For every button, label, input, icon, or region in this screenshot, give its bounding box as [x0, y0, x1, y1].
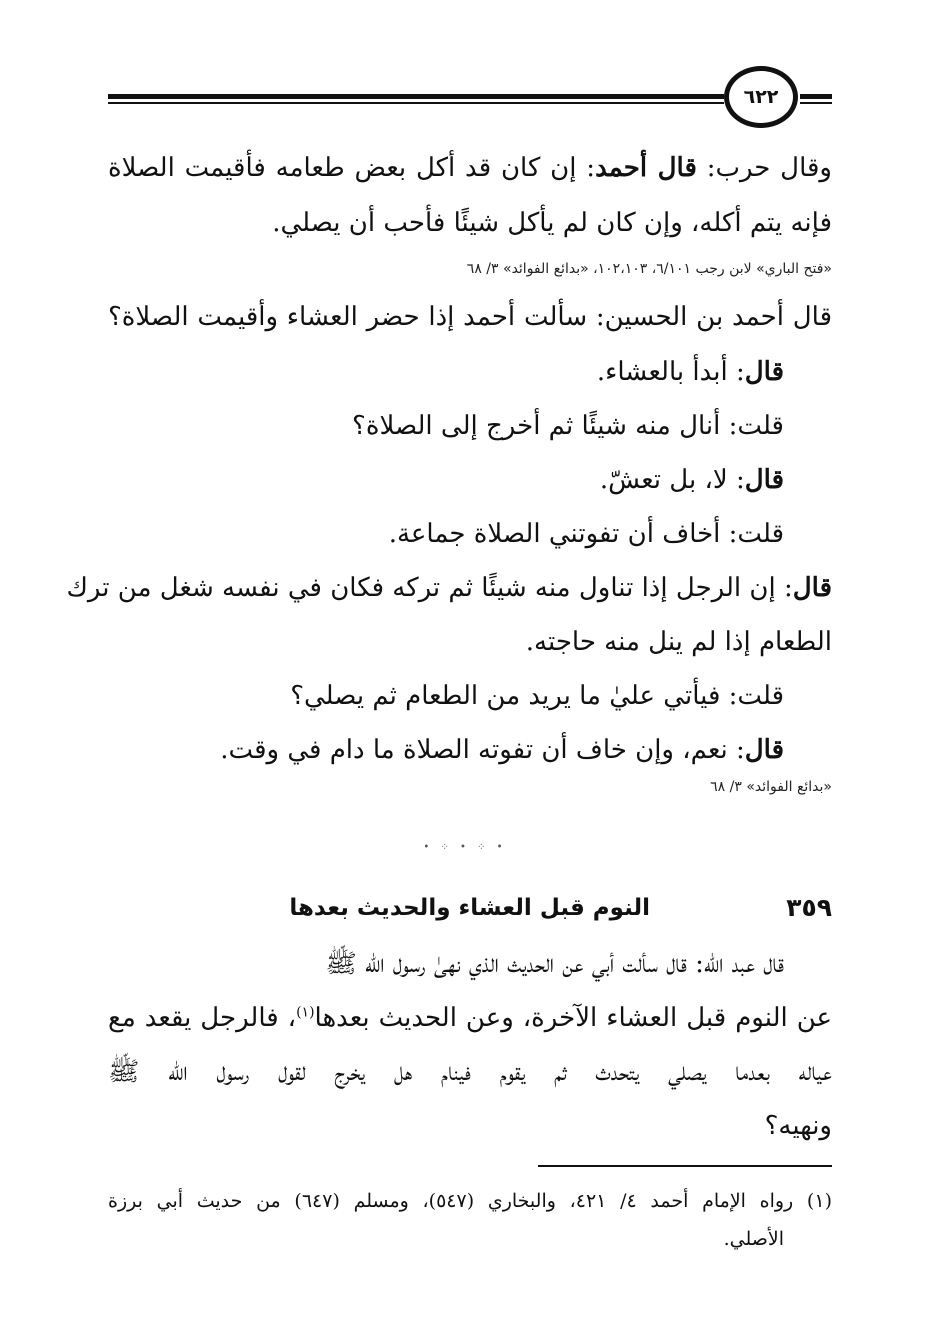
dialogue-line	[66, 568, 832, 608]
dialogue-line	[597, 352, 784, 392]
dialogue-line: قلت: فيأتي عليٰ ما يريد من الطعام ثم يصلي؟	[290, 681, 784, 711]
paragraph-line: قال عبد الله: قال سألت أبي عن الحديث الذي نهىٰ رسول الله ﷺ	[325, 949, 784, 979]
header-rule-right-thin	[800, 102, 832, 104]
paragraph-line: ونهيه؟	[764, 1111, 832, 1141]
header-rule-right-thick	[800, 94, 832, 99]
header-rule-thick	[108, 94, 724, 99]
paragraph-text: عن النوم قبل العشاء الآخرة، وعن الحديث بعدها	[314, 1003, 832, 1033]
section-number: ٣٥٩	[786, 893, 832, 922]
answer-text: : نعم، وإن خاف أن تفوته الصلاة ما دام في وقت.	[220, 735, 745, 765]
paragraph-text: ، فالرجل يقعد مع	[108, 1003, 297, 1033]
dialogue-line	[220, 730, 784, 770]
bold-speaker: قال	[744, 357, 784, 387]
section-title: النوم قبل العشاء والحديث بعدها	[289, 895, 650, 921]
ornament-divider: • ⁘ • ⁘ •	[423, 842, 507, 853]
paragraph-line: قال أحمد بن الحسين: سألت أحمد إذا حضر العشاء وأقيمت الصلاة؟	[108, 302, 832, 332]
header-rule-thin	[108, 102, 724, 104]
bold-speaker: قال	[744, 465, 784, 495]
footnote-reference[interactable]: (١)	[296, 1004, 315, 1021]
answer-text: : أبدأ بالعشاء.	[596, 357, 745, 387]
bold-speaker: قال أحمد	[595, 153, 697, 183]
bold-speaker: قال	[744, 735, 784, 765]
paragraph-line	[108, 998, 832, 1038]
bold-speaker: قال	[792, 573, 832, 603]
answer-text: : إن الرجل إذا تناول منه شيئًا ثم تركه فكان في نفسه شغل من ترك	[66, 573, 793, 603]
page-number-badge	[724, 66, 798, 128]
speaker-text: وقال حرب:	[696, 153, 832, 183]
answer-text: : لا، بل تعشّ.	[599, 465, 745, 495]
page-number: ٦٢٢	[743, 86, 779, 108]
paragraph-line: فإنه يتم أكله، وإن كان لم يأكل شيئًا فأحب أن يصلي.	[272, 208, 832, 238]
statement-text: : إن كان قد أكل بعض طعامه فأقيمت الصلاة	[108, 153, 596, 183]
dialogue-line: الطعام إذا لم ينل منه حاجته.	[525, 627, 832, 657]
dialogue-line: قلت: أخاف أن تفوتني الصلاة جماعة.	[388, 519, 784, 549]
source-citation: «بدائع الفوائد» ٣/ ٦٨	[710, 779, 832, 795]
footnote-line: الأصلي.	[723, 1228, 784, 1250]
footnote-rule	[538, 1165, 832, 1167]
source-citation: «فتح الباري» لابن رجب ٦/١٠١، ١٠٢،١٠٣، «بدائع الفوائد» ٣/ ٦٨	[466, 261, 832, 277]
dialogue-line	[600, 460, 784, 500]
paragraph-line	[108, 148, 832, 188]
dialogue-line: قلت: أنال منه شيئًا ثم أخرج إلى الصلاة؟	[352, 411, 784, 441]
footnote-line: (١) رواه الإمام أحمد ٤/ ٤٢١، والبخاري (٥٤٧)، ومسلم (٦٤٧) من حديث أبي برزة	[108, 1190, 832, 1212]
paragraph-line: عياله بعدما يصلي يتحدث ثم يقوم فينام هل يخرج لقول رسول الله ﷺ	[108, 1057, 832, 1087]
